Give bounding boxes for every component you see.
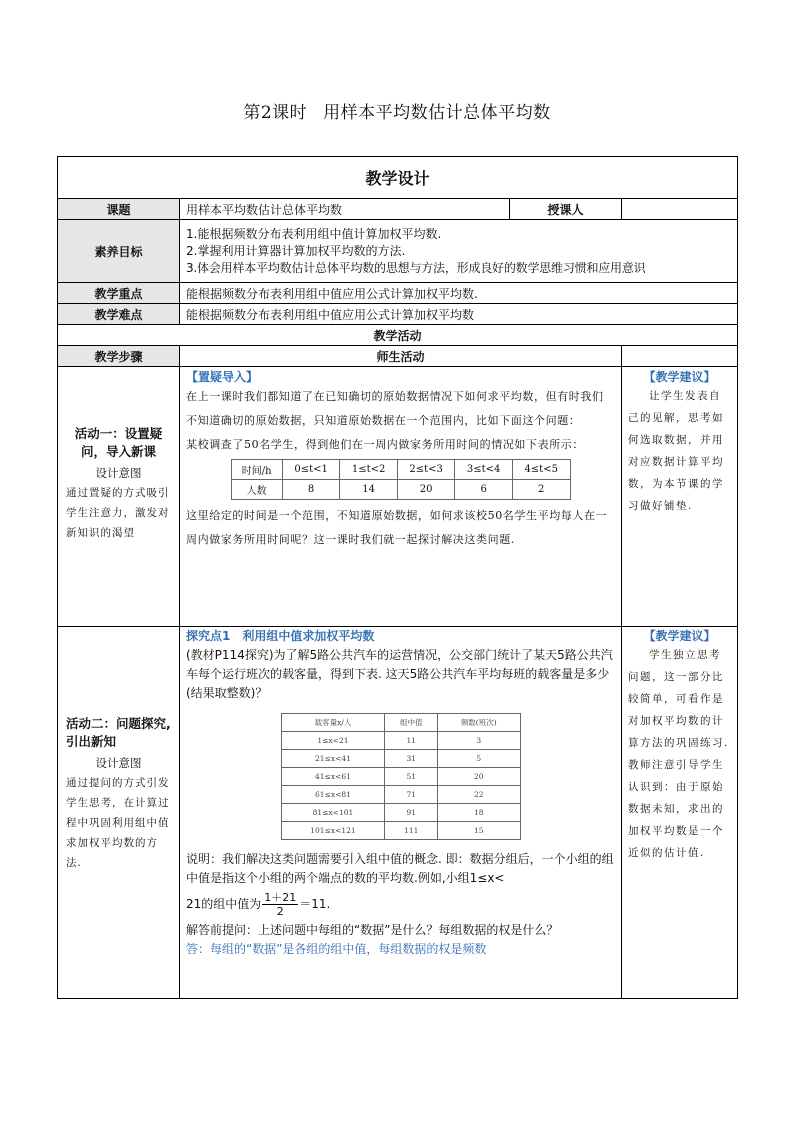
table-cell: 组中值 <box>385 714 438 732</box>
teacher-label: 授课人 <box>510 199 622 220</box>
table-cell: 1≤t<2 <box>340 460 398 480</box>
activity1-suggestion <box>622 367 738 627</box>
goals-label: 素养目标 <box>58 220 180 283</box>
table-cell: 3≤t<4 <box>455 460 513 480</box>
table-row <box>281 822 520 840</box>
lesson-number: 第2课时 <box>243 103 308 123</box>
activity1-left <box>58 367 180 627</box>
activity1-para1: 在上一课时我们都知道了在已知确切的原始数据情况下如何求平均数，但有时我们不知道确切的原始数据，只知道原始数据在一个范围内，比如下面这个问题： <box>186 390 604 427</box>
table-row <box>281 786 520 804</box>
activity2-point-title: 探究点1 利用组中值求加权平均数 <box>186 629 375 643</box>
table-cell: 时间/h <box>231 460 282 480</box>
fraction <box>262 891 298 918</box>
difficulty-value: 能根据频数分布表利用组中值应用公式计算加权平均数 <box>180 304 738 325</box>
table-cell: 71 <box>385 786 438 804</box>
table-cell: 4≤t<5 <box>512 460 570 480</box>
table-cell: 22 <box>438 786 521 804</box>
table-cell: 0≤t<1 <box>282 460 340 480</box>
table-cell: 2≤t<3 <box>397 460 455 480</box>
table-cell: 101≤x<121 <box>281 822 385 840</box>
activity2-explanation: 说明：我们解决这类问题需要引入组中值的概念. 即：数据分组后，一个小组的组中值是指这个小组的两个端点的数的平均数.例如,小组1≤x< <box>186 852 614 885</box>
interaction-label: 师生活动 <box>180 346 622 367</box>
formula-prefix: 21的组中值为 <box>186 897 262 911</box>
fraction-numerator: 1＋21 <box>264 891 297 904</box>
activity1-para3: 这里给定的时间是一个范围，不知道原始数据，如何求该校50名学生平均每人在一周内做家务所用时间呢？这一课时我们就一起探讨解决这类问题. <box>186 509 608 546</box>
table-cell: 31 <box>385 750 438 768</box>
table-cell: 5 <box>438 750 521 768</box>
table-cell: 21≤x<41 <box>281 750 385 768</box>
activity-header: 教学活动 <box>58 325 738 346</box>
teaching-design-table <box>57 156 738 999</box>
activity1-name: 活动一：设置疑 问，导入新课 <box>74 426 163 459</box>
difficulty-label: 教学难点 <box>58 304 180 325</box>
table-cell: 20 <box>438 768 521 786</box>
table-cell: 20 <box>397 480 455 500</box>
activity2-intent-label: 设计意图 <box>95 756 142 770</box>
table-cell: 3 <box>438 732 521 750</box>
table-cell: 51 <box>385 768 438 786</box>
table-cell: 81≤x<101 <box>281 804 385 822</box>
activity2-name: 活动二：问题探究, 引出新知 <box>66 716 171 749</box>
table-cell: 91 <box>385 804 438 822</box>
activity1-tag: 【置疑导入】 <box>186 370 259 384</box>
table-cell: 11 <box>385 732 438 750</box>
table-cell: 61≤x<81 <box>281 786 385 804</box>
goal-item: 3.体会用样本平均数估计总体平均数的思想与方法，形成良好的数学思维习惯和应用意识 <box>186 260 646 275</box>
table-cell: 人数 <box>231 480 282 500</box>
activity2-explanation-formula <box>186 891 615 918</box>
activity2-content <box>180 627 622 999</box>
table-cell: 6 <box>455 480 513 500</box>
topic-value: 用样本平均数估计总体平均数 <box>180 199 510 220</box>
activity1-suggestion-text: 让学生发表自己的见解，思考如何选取数据，并用对应数据计算平均数，为本节课的学习做好铺垫. <box>628 390 724 512</box>
activity1-suggestion-title: 【教学建议】 <box>643 370 716 384</box>
table-row <box>231 480 570 500</box>
goal-item: 1.能根据频数分布表利用组中值计算加权平均数. <box>186 226 442 241</box>
table-row <box>281 732 520 750</box>
table-row <box>281 804 520 822</box>
fraction-denominator: 2 <box>276 905 284 918</box>
table-row <box>281 750 520 768</box>
empty-cell <box>622 346 738 367</box>
table-cell: 1≤x<21 <box>281 732 385 750</box>
formula-suffix: ＝11. <box>299 897 331 911</box>
activity2-problem: (教材P114探究)为了解5路公共汽车的运营情况，公交部门统计了某天5路公共汽车每个运行班次的载客量，得到下表. 这天5路公共汽车平均每班的载客量是多少(结果取整数)？ <box>186 648 613 700</box>
table-row <box>281 768 520 786</box>
goal-item: 2.掌握利用计算器计算加权平均数的方法. <box>186 243 406 258</box>
housework-table <box>231 459 571 500</box>
activity1-para2: 某校调查了50名学生，得到他们在一周内做家务所用时间的情况如下表所示： <box>186 438 584 451</box>
activity1-intent-text: 通过置疑的方式吸引学生注意力，激发对新知识的渴望 <box>66 487 170 539</box>
teacher-value <box>622 199 738 220</box>
bus-load-table <box>281 713 521 840</box>
steps-label: 教学步骤 <box>58 346 180 367</box>
activity2-intent-text: 通过提问的方式引发学生思考，在计算过程中巩固利用组中值求加权平均数的方法. <box>66 777 170 869</box>
table-cell: 15 <box>438 822 521 840</box>
activity1-content <box>180 367 622 627</box>
activity2-left <box>58 627 180 999</box>
activity2-question: 解答前提问：上述问题中每组的“数据”是什么？每组数据的权是什么？ <box>186 923 559 937</box>
table-cell: 111 <box>385 822 438 840</box>
design-title: 教学设计 <box>58 157 738 199</box>
key-point-value: 能根据频数分布表利用组中值应用公式计算加权平均数. <box>180 283 738 304</box>
activity2-suggestion-title: 【教学建议】 <box>643 629 716 643</box>
table-cell: 载客量x/人 <box>281 714 385 732</box>
table-cell: 14 <box>340 480 398 500</box>
page-title <box>0 98 794 123</box>
activity2-suggestion <box>622 627 738 999</box>
table-cell: 频数(班次) <box>438 714 521 732</box>
table-cell: 18 <box>438 804 521 822</box>
table-row <box>281 714 520 732</box>
goals-list <box>180 220 738 283</box>
table-row <box>231 460 570 480</box>
table-cell: 2 <box>512 480 570 500</box>
activity2-answer: 答：每组的“数据”是各组的组中值，每组数据的权是频数 <box>186 942 487 956</box>
lesson-title: 用样本平均数估计总体平均数 <box>323 103 551 123</box>
topic-label: 课题 <box>58 199 180 220</box>
table-cell: 41≤x<61 <box>281 768 385 786</box>
activity2-suggestion-text: 学生独立思考问题，这一部分比较简单，可看作是对加权平均数的计算方法的巩固练习. 教师注意引导学生认识到：由于原始数据未知，求出的加权平均数是一个近似的估计值. <box>628 649 729 859</box>
activity1-intent-label: 设计意图 <box>95 466 142 480</box>
table-cell: 8 <box>282 480 340 500</box>
key-point-label: 教学重点 <box>58 283 180 304</box>
